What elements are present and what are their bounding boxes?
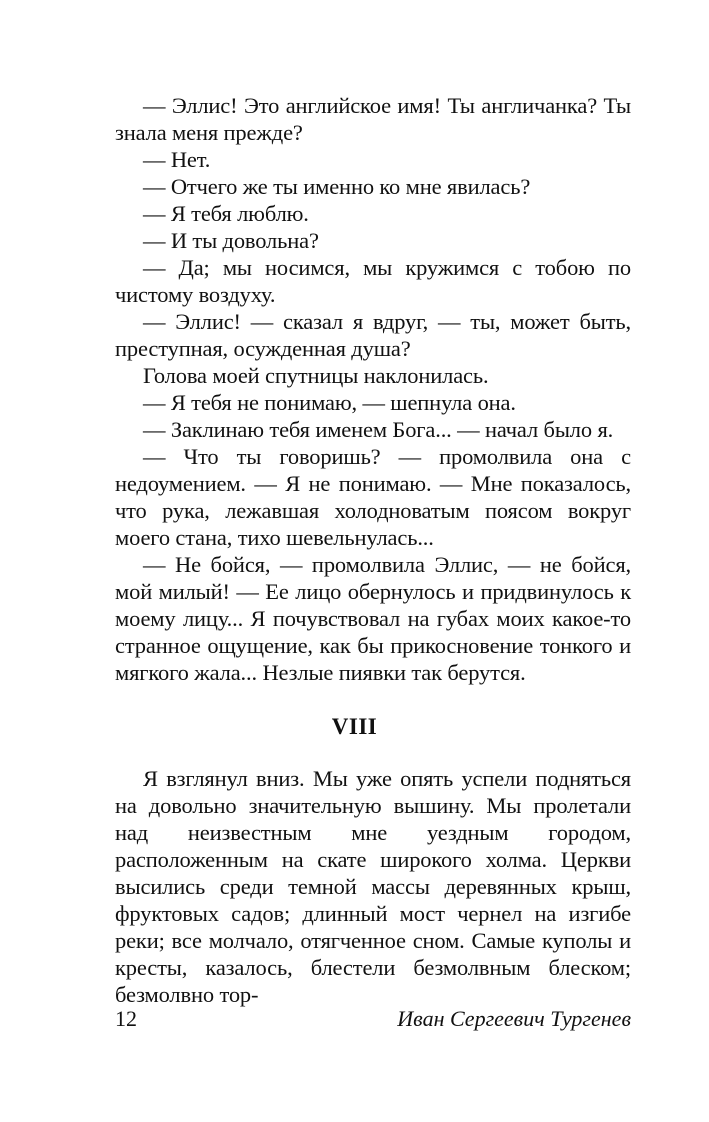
- dialogue-line: — Эллис! — сказал я вдруг, — ты, может быть, преступная, осужденная душа?: [115, 309, 631, 361]
- chapter-heading: VIII: [331, 714, 378, 739]
- chapter-body: [115, 765, 631, 1008]
- dialogue-line: — Я тебя не понимаю, — шепнула она.: [143, 390, 516, 415]
- narration-line: Голова моей спутницы наклонилась.: [143, 363, 489, 388]
- dialogue-line: — Эллис! Это английское имя! Ты англичанка? Ты знала меня прежде?: [115, 93, 631, 145]
- body-paragraph: Я взглянул вниз. Мы уже опять успели подняться на довольно значительную вышину. Мы пролетали над неизвестным мне уездным городом, расположенным на скате широкого холма. Церкви высились среди темной массы деревянных крыш, фруктовых садов; длинный мост чернел на изгибе реки; все молчало, отягченное сном. Самые куполы и кресты, казалось, блестели безмолвным блеском; безмолвно тор-: [115, 766, 631, 1007]
- dialogue-line: — Я тебя люблю.: [143, 201, 309, 226]
- dialogue-line: — Заклинаю тебя именем Бога... — начал было я.: [143, 417, 614, 442]
- dialogue-line: — Не бойся, — промолвила Эллис, — не бойся, мой милый! — Ее лицо обернулось и придвинулось к моему лицу... Я почувствовал на губах моих какое-то странное ощущение, как бы прикосновение тонкого и мягкого жала... Незлые пиявки так берутся.: [115, 552, 631, 685]
- dialogue-line: — Нет.: [143, 147, 211, 172]
- dialogue-line: — Что ты говоришь? — промолвила она с недоумением. — Я не понимаю. — Мне показалось, что рука, лежавшая холодноватым поясом вокруг моего стана, тихо шевельнулась...: [115, 444, 631, 550]
- dialogue-section: [115, 92, 631, 686]
- dialogue-line: — И ты довольна?: [143, 228, 319, 253]
- running-title: Иван Сергеевич Тургенев: [397, 1006, 631, 1031]
- dialogue-line: — Да; мы носимся, мы кружимся с тобою по чистому воздуху.: [115, 255, 631, 307]
- dialogue-line: — Отчего же ты именно ко мне явилась?: [143, 174, 531, 199]
- page-number: 12: [115, 1006, 137, 1031]
